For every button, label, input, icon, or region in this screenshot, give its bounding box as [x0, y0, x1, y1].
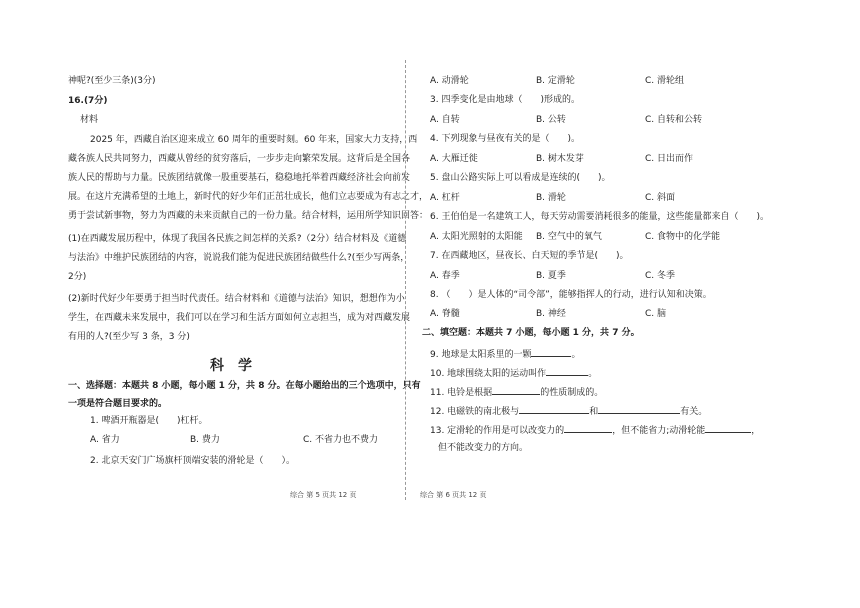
q12-blank-2[interactable] — [598, 404, 680, 414]
q11 — [430, 385, 603, 399]
q8-option-b: B. 神经 — [536, 309, 566, 319]
q7-stem: 7. 在西藏地区，昼夜长、白天短的季节是( )。 — [430, 251, 629, 261]
q2-stem: 2. 北京天安门广场旗杆顶端安装的滑轮是（ ）。 — [90, 456, 295, 466]
q4-option-b: B. 树木发芽 — [536, 154, 584, 164]
q8-stem: 8. （ ）是人体的“司令部”，能够指挥人的行动，进行认知和决策。 — [430, 290, 712, 300]
material-line: 勇于尝试新事物，努力为西藏的未来贡献自己的一份力量。结合材料，运用所学知识回答： — [68, 211, 429, 221]
q13-blank-2[interactable] — [705, 423, 751, 433]
q4-option-c: C. 日出而作 — [645, 154, 694, 164]
q8-option-c: C. 脑 — [645, 309, 667, 319]
q12-blank-1[interactable] — [519, 404, 589, 414]
q13-text: 13. 定滑轮的作用是可以改变力的 — [430, 426, 565, 436]
material-line: 展。在这片充满希望的土地上，新时代的好少年们正茁壮成长，他们立志要成为有志之才， — [68, 192, 429, 202]
q1-option-b: B. 费力 — [190, 435, 220, 445]
q3-stem: 3. 四季变化是由地球（ )形成的。 — [430, 95, 580, 105]
q3-option-a: A. 自转 — [430, 115, 460, 125]
q6-option-c: C. 食物中的化学能 — [645, 232, 721, 242]
page-footer-right: 综合 第 6 页共 12 页 — [420, 491, 487, 499]
section-1-heading: 一、选择题：本题共 8 小题，每小题 1 分，共 8 分。在每小题给出的三个选项中，只有 — [68, 381, 421, 391]
sub-question-1: (1)在西藏发展历程中，体现了我国各民族之间怎样的关系?（2分）结合材料及《道德 — [68, 234, 407, 244]
material-line: 2025 年，西藏自治区迎来成立 60 周年的重要时刻。60 年来，国家大力支持，西 — [90, 135, 418, 145]
q6-stem: 6. 王伯伯是一名建筑工人，每天劳动需要消耗很多的能量，这些能量都来自（ )。 — [430, 212, 769, 222]
sub-question-2: 有用的人?(至少写 3 条，3 分) — [68, 332, 190, 342]
q2-option-b: B. 定滑轮 — [536, 76, 575, 86]
q11-blank[interactable] — [492, 385, 540, 395]
q4-stem: 4. 下列现象与昼夜有关的是（ )。 — [430, 134, 580, 144]
page-divider — [405, 60, 406, 500]
sub-question-1: 2分) — [68, 272, 87, 282]
q11-text: 11. 电铃是根据 — [430, 388, 493, 398]
q10-text-end: 。 — [588, 369, 598, 379]
q5-stem: 5. 盘山公路实际上可以看成是连续的( )。 — [430, 173, 611, 183]
sub-question-2: 学生，在西藏未来发展中，我们可以在学习和生活方面如何立志担当，成为对西藏发展 — [68, 313, 411, 323]
material-label: 材料 — [80, 115, 99, 125]
q13-line-2: 但不能改变力的方向。 — [438, 443, 529, 453]
q12-text-mid: 和 — [589, 407, 599, 417]
q8-option-a: A. 脊髓 — [430, 309, 460, 319]
sub-question-2: (2)新时代好少年要勇于担当时代责任。结合材料和《道德与法治》知识，想想作为小 — [68, 294, 405, 304]
q7-option-a: A. 春季 — [430, 271, 460, 281]
q9 — [430, 347, 580, 361]
left-page — [0, 0, 429, 608]
q5-option-a: A. 杠杆 — [430, 193, 460, 203]
q10-text: 10. 地球围绕太阳的运动叫作 — [430, 369, 547, 379]
q10-blank[interactable] — [546, 366, 588, 376]
q1-option-c: C. 不省力也不费力 — [303, 435, 379, 445]
q3-option-b: B. 公转 — [536, 115, 566, 125]
material-line: 藏各族人民共同努力，西藏从曾经的贫穷落后，一步步走向繁荣发展。这背后是全国各 — [68, 154, 411, 164]
q13-text-end: ， — [751, 426, 761, 436]
material-line: 族人民的帮助与力量。民族团结就像一股重要基石，稳稳地托举着西藏经济社会向前发 — [68, 173, 411, 183]
q15-tail: 神呢?(至少三条)(3分) — [68, 76, 156, 86]
page-footer-left: 综合 第 5 页共 12 页 — [290, 491, 357, 499]
q13-text-mid: ，但不能省力;动滑轮能 — [612, 426, 706, 436]
q10 — [430, 366, 597, 380]
q12 — [430, 404, 707, 418]
q9-text: 9. 地球是太阳系里的一颗 — [430, 350, 532, 360]
q1-option-a: A. 省力 — [90, 435, 120, 445]
q7-option-b: B. 夏季 — [536, 271, 566, 281]
q12-text-end: 有关。 — [680, 407, 708, 417]
q6-option-a: A. 太阳光照射的太阳能 — [430, 232, 523, 242]
section-title-science: 科学 — [210, 358, 266, 374]
q13-blank-1[interactable] — [564, 423, 612, 433]
q2-option-a: A. 动滑轮 — [430, 76, 469, 86]
section-1-heading: 一项是符合题目要求的。 — [68, 399, 168, 409]
q9-text-end: 。 — [571, 350, 581, 360]
q4-option-a: A. 大雁迁徙 — [430, 154, 478, 164]
q6-option-b: B. 空气中的氧气 — [536, 232, 602, 242]
sub-question-1: 与法治》中维护民族团结的内容，说说我们能为促进民族团结做些什么?(至少写两条， — [68, 253, 410, 263]
q16-heading: 16.(7分) — [68, 96, 108, 106]
q3-option-c: C. 自转和公转 — [645, 115, 703, 125]
right-page — [408, 0, 860, 608]
q13 — [430, 423, 760, 437]
q1-stem: 1. 啤酒开瓶器是( )杠杆。 — [90, 416, 208, 426]
q2-option-c: C. 滑轮组 — [645, 76, 685, 86]
section-2-heading: 二、填空题：本题共 7 小题，每小题 1 分，共 7 分。 — [422, 328, 640, 338]
q12-text: 12. 电磁铁的南北极与 — [430, 407, 520, 417]
q5-option-b: B. 滑轮 — [536, 193, 566, 203]
q5-option-c: C. 斜面 — [645, 193, 676, 203]
q11-text-end: 的性质制成的。 — [540, 388, 604, 398]
q7-option-c: C. 冬季 — [645, 271, 676, 281]
q9-blank[interactable] — [531, 347, 571, 357]
